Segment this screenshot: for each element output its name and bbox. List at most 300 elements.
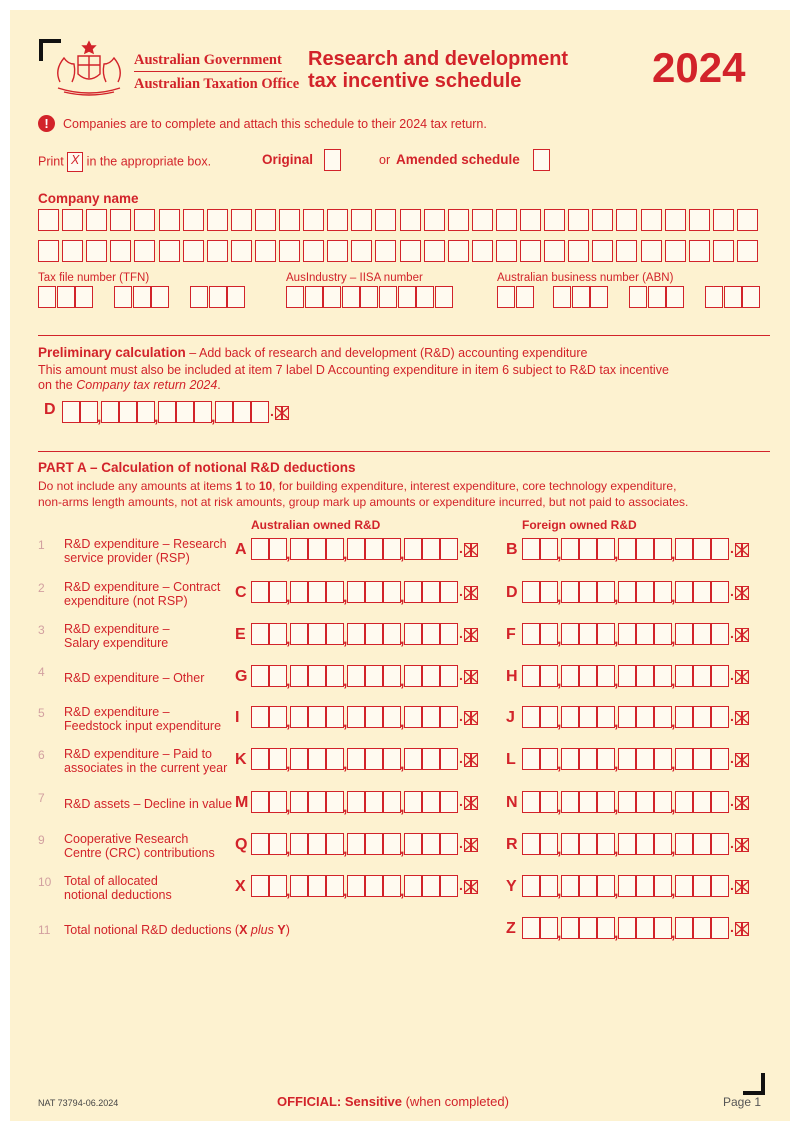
foreign-b-digit-box[interactable]: [711, 538, 729, 560]
foreign-r-digit-box[interactable]: [618, 833, 636, 855]
iisa-digit-box[interactable]: [398, 286, 416, 308]
foreign-f-digit-box[interactable]: [675, 623, 693, 645]
foreign-h-digit-box[interactable]: [675, 665, 693, 687]
company-name-char-box[interactable]: [159, 240, 180, 262]
australian-m-digit-box[interactable]: [440, 791, 458, 813]
abn-digit-box[interactable]: [590, 286, 608, 308]
australian-q-digit-box[interactable]: [383, 833, 401, 855]
foreign-y-digit-box[interactable]: [579, 875, 597, 897]
tfn-digit-box[interactable]: [57, 286, 75, 308]
abn-digit-box[interactable]: [572, 286, 590, 308]
company-name-char-box[interactable]: [472, 240, 493, 262]
foreign-f-digit-box[interactable]: [618, 623, 636, 645]
australian-i-digit-box[interactable]: [422, 706, 440, 728]
foreign-j-digit-box[interactable]: [522, 706, 540, 728]
company-name-char-box[interactable]: [86, 240, 107, 262]
australian-g-digit-box[interactable]: [269, 665, 287, 687]
company-name-char-box[interactable]: [568, 209, 589, 231]
total-z-digit-box[interactable]: [561, 917, 579, 939]
australian-e-digit-box[interactable]: [422, 623, 440, 645]
company-name-char-box[interactable]: [110, 240, 131, 262]
foreign-n-digit-box[interactable]: [675, 791, 693, 813]
iisa-digit-box[interactable]: [435, 286, 453, 308]
foreign-d-digit-box[interactable]: [561, 581, 579, 603]
australian-g-digit-box[interactable]: [251, 665, 269, 687]
foreign-j-digit-box[interactable]: [654, 706, 672, 728]
preliminary-digit-box[interactable]: [215, 401, 233, 423]
company-name-char-box[interactable]: [351, 240, 372, 262]
preliminary-digit-box[interactable]: [62, 401, 80, 423]
abn-digit-box[interactable]: [648, 286, 666, 308]
company-name-char-box[interactable]: [159, 209, 180, 231]
company-name-char-box[interactable]: [424, 240, 445, 262]
company-name-char-box[interactable]: [134, 209, 155, 231]
australian-x-digit-box[interactable]: [326, 875, 344, 897]
australian-a-digit-box[interactable]: [326, 538, 344, 560]
foreign-h-digit-box[interactable]: [597, 665, 615, 687]
australian-i-digit-box[interactable]: [347, 706, 365, 728]
australian-c-digit-box[interactable]: [440, 581, 458, 603]
company-name-char-box[interactable]: [641, 209, 662, 231]
australian-m-digit-box[interactable]: [347, 791, 365, 813]
company-name-char-box[interactable]: [62, 209, 83, 231]
company-name-char-box[interactable]: [472, 209, 493, 231]
foreign-h-digit-box[interactable]: [540, 665, 558, 687]
tfn-digit-box[interactable]: [38, 286, 56, 308]
foreign-h-digit-box[interactable]: [654, 665, 672, 687]
foreign-f-digit-box[interactable]: [540, 623, 558, 645]
company-name-char-box[interactable]: [448, 240, 469, 262]
australian-c-digit-box[interactable]: [251, 581, 269, 603]
australian-x-digit-box[interactable]: [440, 875, 458, 897]
foreign-l-digit-box[interactable]: [711, 748, 729, 770]
tfn-digit-box[interactable]: [75, 286, 93, 308]
company-name-char-box[interactable]: [616, 240, 637, 262]
australian-g-digit-box[interactable]: [383, 665, 401, 687]
australian-k-digit-box[interactable]: [383, 748, 401, 770]
iisa-digit-box[interactable]: [342, 286, 360, 308]
company-name-char-box[interactable]: [134, 240, 155, 262]
company-name-char-box[interactable]: [183, 240, 204, 262]
foreign-j-digit-box[interactable]: [597, 706, 615, 728]
australian-k-digit-box[interactable]: [404, 748, 422, 770]
foreign-y-digit-box[interactable]: [693, 875, 711, 897]
company-name-char-box[interactable]: [713, 209, 734, 231]
company-name-char-box[interactable]: [737, 209, 758, 231]
australian-q-digit-box[interactable]: [308, 833, 326, 855]
company-name-char-box[interactable]: [62, 240, 83, 262]
tfn-digit-box[interactable]: [190, 286, 208, 308]
foreign-f-digit-box[interactable]: [579, 623, 597, 645]
total-z-digit-box[interactable]: [675, 917, 693, 939]
tfn-digit-box[interactable]: [133, 286, 151, 308]
australian-q-digit-box[interactable]: [365, 833, 383, 855]
australian-i-digit-box[interactable]: [383, 706, 401, 728]
amended-checkbox[interactable]: [533, 149, 550, 171]
foreign-h-digit-box[interactable]: [636, 665, 654, 687]
foreign-y-digit-box[interactable]: [597, 875, 615, 897]
australian-e-digit-box[interactable]: [269, 623, 287, 645]
total-z-digit-box[interactable]: [522, 917, 540, 939]
australian-k-digit-box[interactable]: [326, 748, 344, 770]
company-name-char-box[interactable]: [400, 209, 421, 231]
foreign-n-digit-box[interactable]: [693, 791, 711, 813]
foreign-j-digit-box[interactable]: [579, 706, 597, 728]
australian-k-digit-box[interactable]: [440, 748, 458, 770]
company-name-char-box[interactable]: [303, 240, 324, 262]
foreign-b-digit-box[interactable]: [597, 538, 615, 560]
foreign-y-digit-box[interactable]: [711, 875, 729, 897]
foreign-d-digit-box[interactable]: [618, 581, 636, 603]
australian-q-digit-box[interactable]: [422, 833, 440, 855]
company-name-char-box[interactable]: [327, 240, 348, 262]
total-z-digit-box[interactable]: [540, 917, 558, 939]
australian-k-digit-box[interactable]: [365, 748, 383, 770]
foreign-d-digit-box[interactable]: [579, 581, 597, 603]
abn-digit-box[interactable]: [666, 286, 684, 308]
australian-c-digit-box[interactable]: [308, 581, 326, 603]
abn-digit-box[interactable]: [742, 286, 760, 308]
australian-x-digit-box[interactable]: [365, 875, 383, 897]
preliminary-digit-box[interactable]: [251, 401, 269, 423]
foreign-n-digit-box[interactable]: [618, 791, 636, 813]
foreign-l-digit-box[interactable]: [522, 748, 540, 770]
australian-a-digit-box[interactable]: [422, 538, 440, 560]
tfn-digit-box[interactable]: [151, 286, 169, 308]
foreign-j-digit-box[interactable]: [618, 706, 636, 728]
australian-e-digit-box[interactable]: [326, 623, 344, 645]
australian-x-digit-box[interactable]: [290, 875, 308, 897]
foreign-r-digit-box[interactable]: [561, 833, 579, 855]
australian-m-digit-box[interactable]: [383, 791, 401, 813]
tfn-digit-box[interactable]: [227, 286, 245, 308]
foreign-l-digit-box[interactable]: [654, 748, 672, 770]
company-name-char-box[interactable]: [255, 240, 276, 262]
foreign-f-digit-box[interactable]: [597, 623, 615, 645]
foreign-n-digit-box[interactable]: [540, 791, 558, 813]
australian-i-digit-box[interactable]: [326, 706, 344, 728]
iisa-digit-box[interactable]: [286, 286, 304, 308]
australian-i-digit-box[interactable]: [440, 706, 458, 728]
tfn-digit-box[interactable]: [209, 286, 227, 308]
australian-m-digit-box[interactable]: [326, 791, 344, 813]
abn-digit-box[interactable]: [553, 286, 571, 308]
australian-c-digit-box[interactable]: [365, 581, 383, 603]
australian-q-digit-box[interactable]: [404, 833, 422, 855]
company-name-char-box[interactable]: [207, 209, 228, 231]
australian-a-digit-box[interactable]: [347, 538, 365, 560]
total-z-digit-box[interactable]: [597, 917, 615, 939]
foreign-r-digit-box[interactable]: [522, 833, 540, 855]
company-name-char-box[interactable]: [303, 209, 324, 231]
foreign-d-digit-box[interactable]: [522, 581, 540, 603]
abn-digit-box[interactable]: [705, 286, 723, 308]
foreign-r-digit-box[interactable]: [540, 833, 558, 855]
foreign-f-digit-box[interactable]: [561, 623, 579, 645]
tfn-digit-box[interactable]: [114, 286, 132, 308]
foreign-j-digit-box[interactable]: [675, 706, 693, 728]
australian-g-digit-box[interactable]: [308, 665, 326, 687]
foreign-h-digit-box[interactable]: [711, 665, 729, 687]
iisa-digit-box[interactable]: [305, 286, 323, 308]
preliminary-digit-box[interactable]: [101, 401, 119, 423]
company-name-char-box[interactable]: [665, 240, 686, 262]
company-name-char-box[interactable]: [568, 240, 589, 262]
australian-x-digit-box[interactable]: [422, 875, 440, 897]
company-name-char-box[interactable]: [520, 240, 541, 262]
foreign-l-digit-box[interactable]: [597, 748, 615, 770]
australian-g-digit-box[interactable]: [404, 665, 422, 687]
foreign-h-digit-box[interactable]: [693, 665, 711, 687]
foreign-n-digit-box[interactable]: [561, 791, 579, 813]
foreign-n-digit-box[interactable]: [711, 791, 729, 813]
australian-c-digit-box[interactable]: [404, 581, 422, 603]
foreign-y-digit-box[interactable]: [561, 875, 579, 897]
total-z-digit-box[interactable]: [711, 917, 729, 939]
original-checkbox[interactable]: [324, 149, 341, 171]
company-name-char-box[interactable]: [86, 209, 107, 231]
foreign-r-digit-box[interactable]: [654, 833, 672, 855]
iisa-digit-box[interactable]: [323, 286, 341, 308]
foreign-y-digit-box[interactable]: [654, 875, 672, 897]
australian-a-digit-box[interactable]: [440, 538, 458, 560]
company-name-char-box[interactable]: [496, 209, 517, 231]
foreign-d-digit-box[interactable]: [675, 581, 693, 603]
australian-e-digit-box[interactable]: [347, 623, 365, 645]
foreign-y-digit-box[interactable]: [540, 875, 558, 897]
preliminary-digit-box[interactable]: [194, 401, 212, 423]
australian-e-digit-box[interactable]: [308, 623, 326, 645]
australian-k-digit-box[interactable]: [308, 748, 326, 770]
company-name-char-box[interactable]: [448, 209, 469, 231]
company-name-char-box[interactable]: [38, 209, 59, 231]
australian-q-digit-box[interactable]: [290, 833, 308, 855]
australian-g-digit-box[interactable]: [347, 665, 365, 687]
foreign-j-digit-box[interactable]: [540, 706, 558, 728]
foreign-b-digit-box[interactable]: [540, 538, 558, 560]
foreign-f-digit-box[interactable]: [654, 623, 672, 645]
australian-g-digit-box[interactable]: [440, 665, 458, 687]
company-name-char-box[interactable]: [665, 209, 686, 231]
foreign-r-digit-box[interactable]: [711, 833, 729, 855]
australian-m-digit-box[interactable]: [422, 791, 440, 813]
company-name-char-box[interactable]: [689, 240, 710, 262]
iisa-digit-box[interactable]: [360, 286, 378, 308]
abn-digit-box[interactable]: [629, 286, 647, 308]
australian-e-digit-box[interactable]: [383, 623, 401, 645]
australian-c-digit-box[interactable]: [422, 581, 440, 603]
foreign-r-digit-box[interactable]: [636, 833, 654, 855]
iisa-digit-box[interactable]: [379, 286, 397, 308]
australian-c-digit-box[interactable]: [269, 581, 287, 603]
australian-i-digit-box[interactable]: [308, 706, 326, 728]
australian-a-digit-box[interactable]: [269, 538, 287, 560]
australian-c-digit-box[interactable]: [383, 581, 401, 603]
company-name-char-box[interactable]: [255, 209, 276, 231]
total-z-digit-box[interactable]: [579, 917, 597, 939]
australian-i-digit-box[interactable]: [365, 706, 383, 728]
australian-g-digit-box[interactable]: [326, 665, 344, 687]
abn-digit-box[interactable]: [724, 286, 742, 308]
foreign-l-digit-box[interactable]: [540, 748, 558, 770]
iisa-digit-box[interactable]: [416, 286, 434, 308]
company-name-char-box[interactable]: [351, 209, 372, 231]
company-name-char-box[interactable]: [38, 240, 59, 262]
company-name-char-box[interactable]: [544, 240, 565, 262]
australian-x-digit-box[interactable]: [383, 875, 401, 897]
australian-k-digit-box[interactable]: [269, 748, 287, 770]
foreign-b-digit-box[interactable]: [636, 538, 654, 560]
australian-m-digit-box[interactable]: [404, 791, 422, 813]
australian-i-digit-box[interactable]: [290, 706, 308, 728]
abn-digit-box[interactable]: [497, 286, 515, 308]
preliminary-digit-box[interactable]: [176, 401, 194, 423]
australian-g-digit-box[interactable]: [422, 665, 440, 687]
preliminary-digit-box[interactable]: [119, 401, 137, 423]
australian-q-digit-box[interactable]: [326, 833, 344, 855]
australian-m-digit-box[interactable]: [308, 791, 326, 813]
australian-x-digit-box[interactable]: [347, 875, 365, 897]
foreign-j-digit-box[interactable]: [636, 706, 654, 728]
foreign-d-digit-box[interactable]: [636, 581, 654, 603]
foreign-n-digit-box[interactable]: [597, 791, 615, 813]
australian-a-digit-box[interactable]: [308, 538, 326, 560]
preliminary-digit-box[interactable]: [158, 401, 176, 423]
australian-c-digit-box[interactable]: [326, 581, 344, 603]
australian-x-digit-box[interactable]: [308, 875, 326, 897]
australian-i-digit-box[interactable]: [251, 706, 269, 728]
foreign-y-digit-box[interactable]: [618, 875, 636, 897]
foreign-y-digit-box[interactable]: [675, 875, 693, 897]
company-name-char-box[interactable]: [641, 240, 662, 262]
foreign-y-digit-box[interactable]: [636, 875, 654, 897]
foreign-r-digit-box[interactable]: [579, 833, 597, 855]
foreign-b-digit-box[interactable]: [522, 538, 540, 560]
australian-x-digit-box[interactable]: [251, 875, 269, 897]
preliminary-digit-box[interactable]: [137, 401, 155, 423]
total-z-digit-box[interactable]: [636, 917, 654, 939]
australian-m-digit-box[interactable]: [269, 791, 287, 813]
foreign-j-digit-box[interactable]: [693, 706, 711, 728]
foreign-n-digit-box[interactable]: [579, 791, 597, 813]
australian-a-digit-box[interactable]: [404, 538, 422, 560]
company-name-char-box[interactable]: [375, 240, 396, 262]
foreign-y-digit-box[interactable]: [522, 875, 540, 897]
foreign-d-digit-box[interactable]: [693, 581, 711, 603]
foreign-d-digit-box[interactable]: [597, 581, 615, 603]
foreign-h-digit-box[interactable]: [618, 665, 636, 687]
australian-e-digit-box[interactable]: [404, 623, 422, 645]
foreign-h-digit-box[interactable]: [522, 665, 540, 687]
australian-q-digit-box[interactable]: [347, 833, 365, 855]
company-name-char-box[interactable]: [713, 240, 734, 262]
foreign-l-digit-box[interactable]: [561, 748, 579, 770]
abn-digit-box[interactable]: [516, 286, 534, 308]
australian-a-digit-box[interactable]: [365, 538, 383, 560]
company-name-char-box[interactable]: [520, 209, 541, 231]
foreign-f-digit-box[interactable]: [522, 623, 540, 645]
company-name-char-box[interactable]: [496, 240, 517, 262]
company-name-char-box[interactable]: [279, 240, 300, 262]
australian-k-digit-box[interactable]: [422, 748, 440, 770]
total-z-digit-box[interactable]: [693, 917, 711, 939]
company-name-char-box[interactable]: [737, 240, 758, 262]
australian-c-digit-box[interactable]: [347, 581, 365, 603]
company-name-char-box[interactable]: [231, 209, 252, 231]
foreign-n-digit-box[interactable]: [654, 791, 672, 813]
australian-i-digit-box[interactable]: [269, 706, 287, 728]
company-name-char-box[interactable]: [424, 209, 445, 231]
preliminary-digit-box[interactable]: [233, 401, 251, 423]
company-name-char-box[interactable]: [231, 240, 252, 262]
company-name-char-box[interactable]: [592, 240, 613, 262]
australian-q-digit-box[interactable]: [269, 833, 287, 855]
australian-x-digit-box[interactable]: [404, 875, 422, 897]
australian-q-digit-box[interactable]: [440, 833, 458, 855]
company-name-char-box[interactable]: [400, 240, 421, 262]
company-name-char-box[interactable]: [544, 209, 565, 231]
foreign-d-digit-box[interactable]: [540, 581, 558, 603]
foreign-l-digit-box[interactable]: [693, 748, 711, 770]
foreign-l-digit-box[interactable]: [636, 748, 654, 770]
australian-m-digit-box[interactable]: [251, 791, 269, 813]
company-name-char-box[interactable]: [689, 209, 710, 231]
foreign-f-digit-box[interactable]: [636, 623, 654, 645]
australian-g-digit-box[interactable]: [365, 665, 383, 687]
foreign-r-digit-box[interactable]: [597, 833, 615, 855]
foreign-b-digit-box[interactable]: [561, 538, 579, 560]
company-name-char-box[interactable]: [110, 209, 131, 231]
foreign-j-digit-box[interactable]: [561, 706, 579, 728]
australian-k-digit-box[interactable]: [347, 748, 365, 770]
foreign-b-digit-box[interactable]: [618, 538, 636, 560]
foreign-l-digit-box[interactable]: [618, 748, 636, 770]
company-name-char-box[interactable]: [279, 209, 300, 231]
australian-c-digit-box[interactable]: [290, 581, 308, 603]
company-name-char-box[interactable]: [592, 209, 613, 231]
preliminary-digit-box[interactable]: [80, 401, 98, 423]
company-name-char-box[interactable]: [183, 209, 204, 231]
company-name-char-box[interactable]: [616, 209, 637, 231]
total-z-digit-box[interactable]: [618, 917, 636, 939]
foreign-d-digit-box[interactable]: [711, 581, 729, 603]
foreign-h-digit-box[interactable]: [561, 665, 579, 687]
australian-q-digit-box[interactable]: [251, 833, 269, 855]
australian-e-digit-box[interactable]: [440, 623, 458, 645]
australian-i-digit-box[interactable]: [404, 706, 422, 728]
foreign-j-digit-box[interactable]: [711, 706, 729, 728]
total-z-digit-box[interactable]: [654, 917, 672, 939]
australian-a-digit-box[interactable]: [251, 538, 269, 560]
foreign-f-digit-box[interactable]: [711, 623, 729, 645]
foreign-n-digit-box[interactable]: [522, 791, 540, 813]
australian-g-digit-box[interactable]: [290, 665, 308, 687]
australian-m-digit-box[interactable]: [365, 791, 383, 813]
foreign-h-digit-box[interactable]: [579, 665, 597, 687]
foreign-l-digit-box[interactable]: [579, 748, 597, 770]
company-name-char-box[interactable]: [207, 240, 228, 262]
australian-x-digit-box[interactable]: [269, 875, 287, 897]
australian-e-digit-box[interactable]: [251, 623, 269, 645]
company-name-char-box[interactable]: [375, 209, 396, 231]
foreign-n-digit-box[interactable]: [636, 791, 654, 813]
australian-k-digit-box[interactable]: [290, 748, 308, 770]
foreign-b-digit-box[interactable]: [675, 538, 693, 560]
foreign-r-digit-box[interactable]: [693, 833, 711, 855]
foreign-b-digit-box[interactable]: [693, 538, 711, 560]
australian-m-digit-box[interactable]: [290, 791, 308, 813]
company-name-char-box[interactable]: [327, 209, 348, 231]
